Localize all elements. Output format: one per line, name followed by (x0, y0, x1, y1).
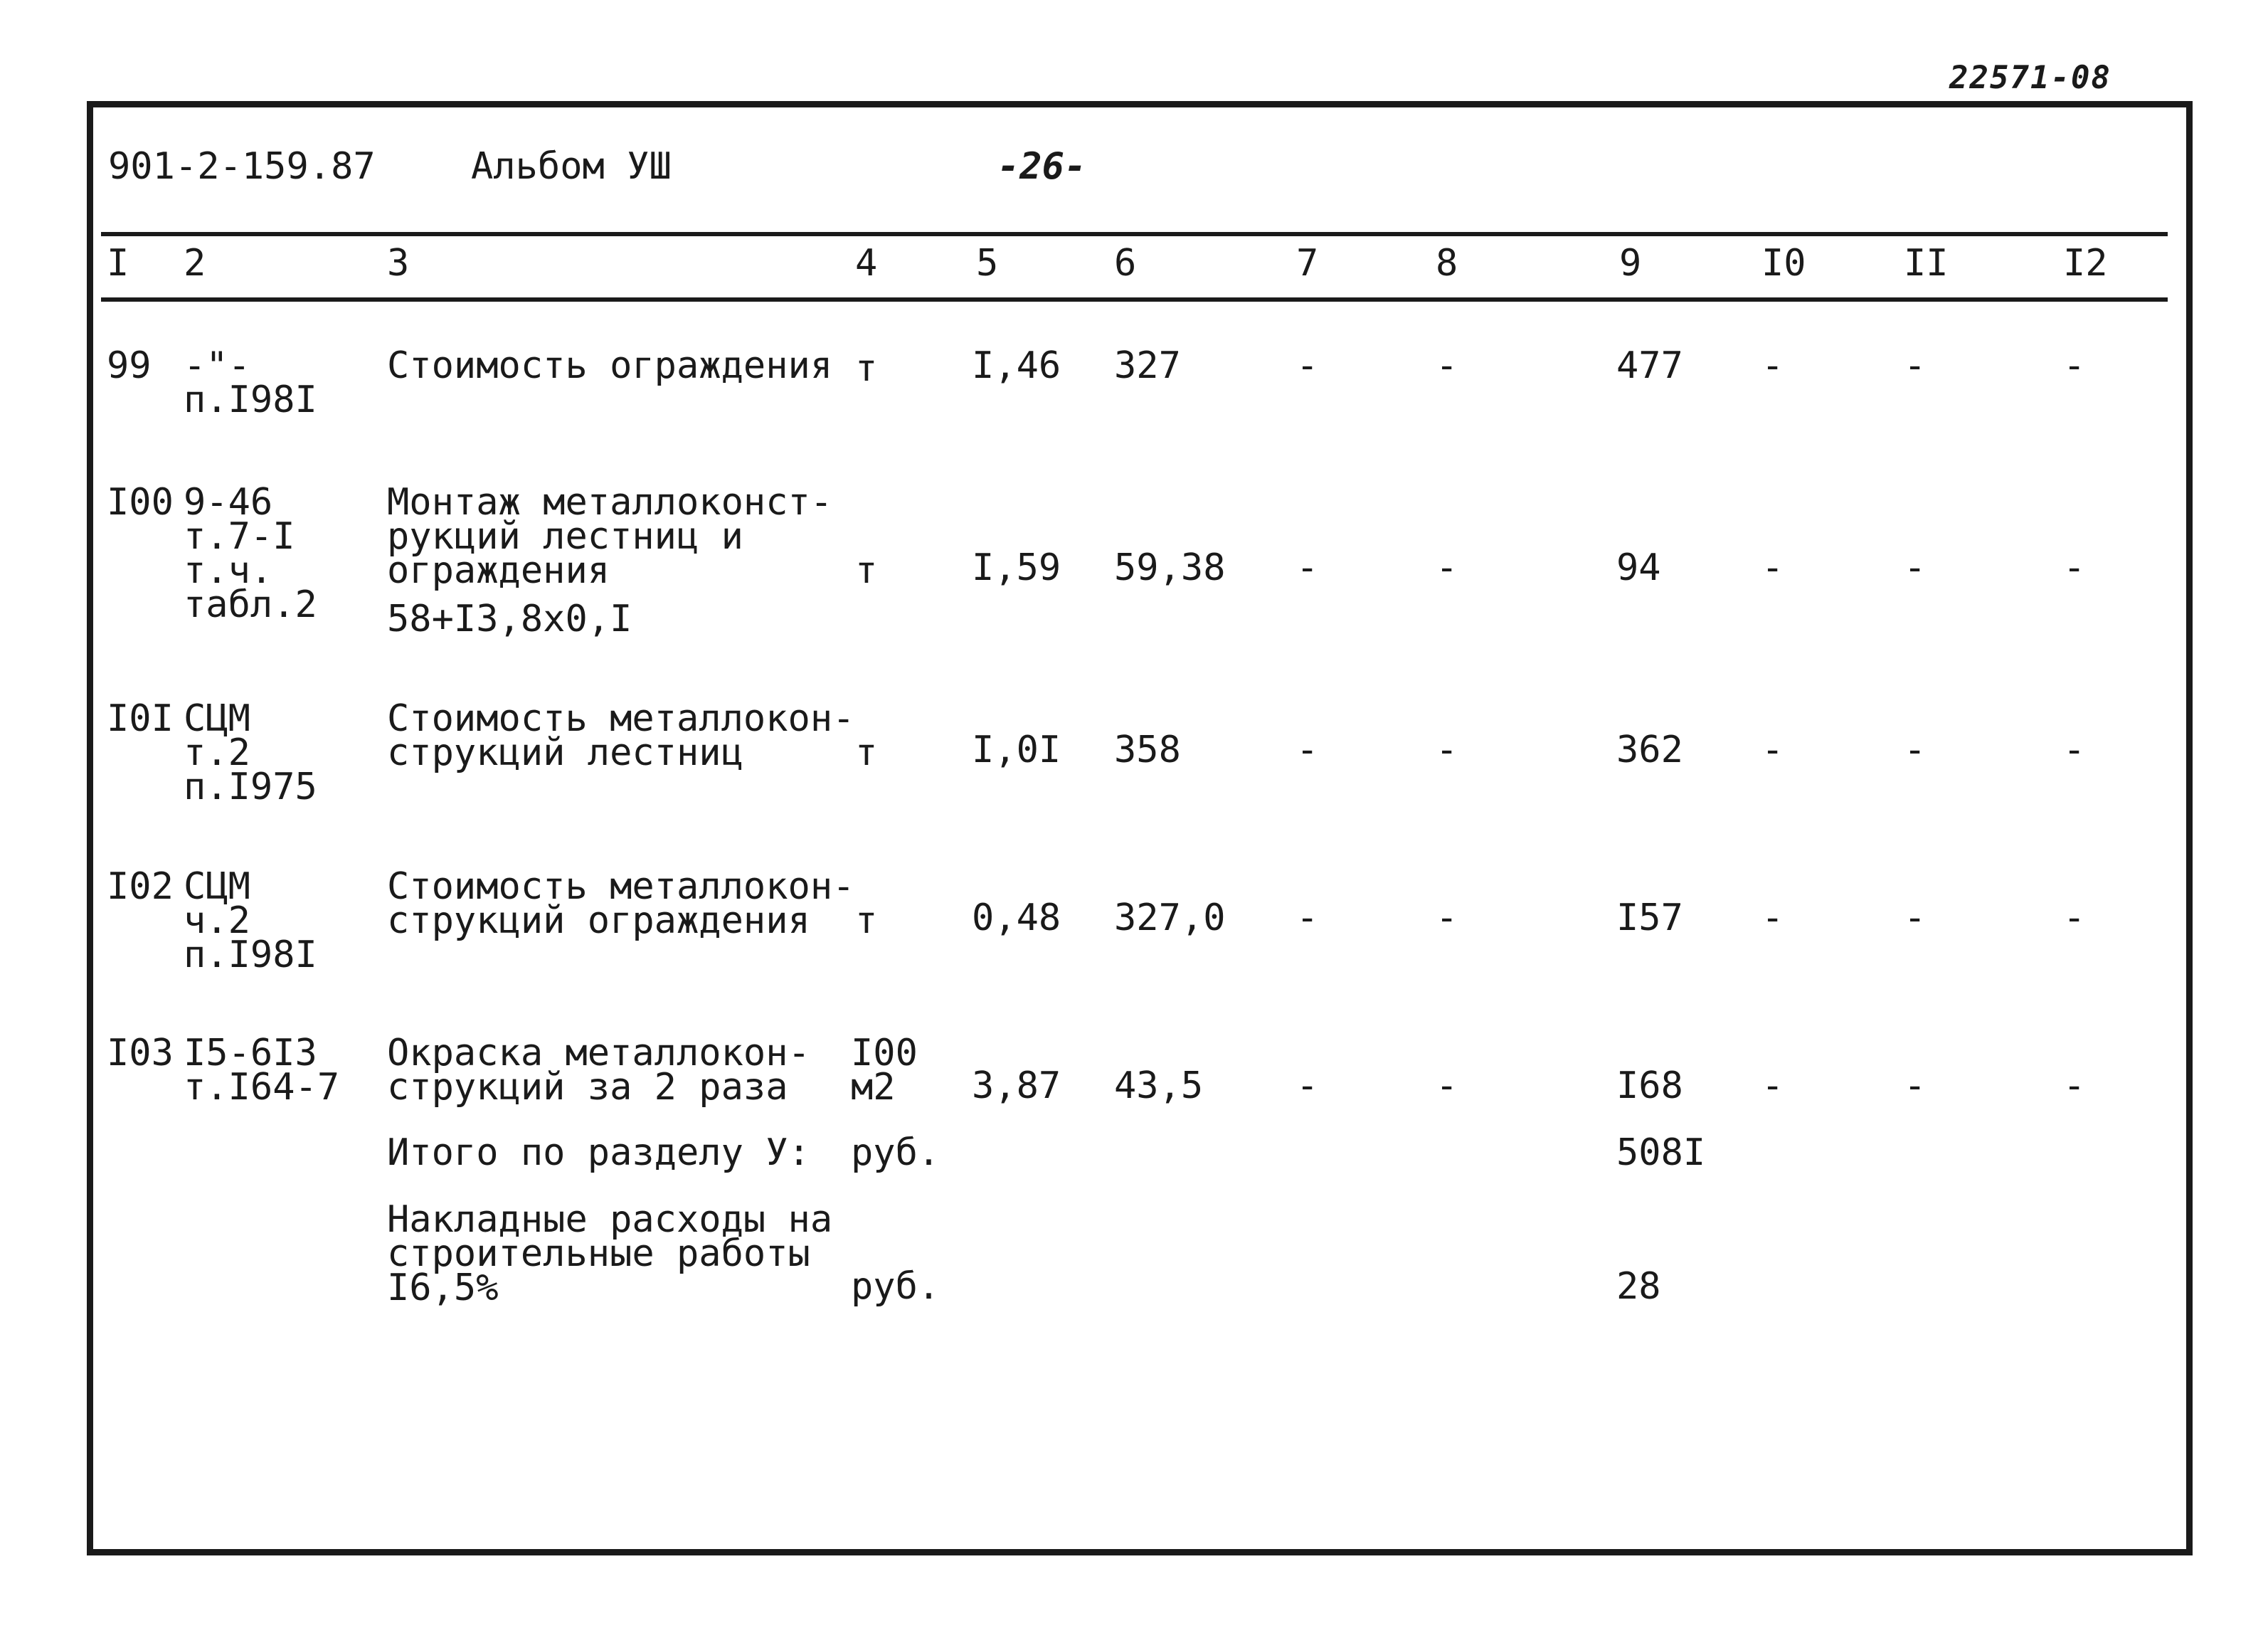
row-col12: - (2063, 344, 2086, 387)
row-total: 477 (1616, 344, 1683, 387)
row-unit: т (855, 549, 878, 592)
row-number: 99 (107, 344, 152, 387)
row-col8: - (1436, 729, 1458, 771)
row-unit: т (855, 731, 878, 774)
row-col8: - (1436, 1064, 1458, 1107)
row-number: I0I (107, 697, 174, 740)
row-quantity: I,59 (972, 546, 1061, 589)
summary-total: 28 (1616, 1265, 1661, 1308)
page-frame (87, 101, 2193, 1555)
row-total: 362 (1616, 729, 1683, 771)
summary-total: 508I (1616, 1131, 1706, 1174)
column-header: 2 (184, 242, 206, 285)
column-header: 7 (1296, 242, 1319, 285)
summary-unit: руб. (851, 1131, 940, 1174)
row-quantity: I,46 (972, 344, 1061, 387)
row-col7: - (1296, 897, 1319, 939)
row-col10: - (1761, 1064, 1784, 1107)
row-col10: - (1761, 546, 1784, 589)
column-header: 4 (855, 242, 878, 285)
summary-unit: руб. (851, 1265, 940, 1308)
row-col7: - (1296, 546, 1319, 589)
row-col11: - (1904, 729, 1927, 771)
column-header: 9 (1619, 242, 1642, 285)
header-rule-bottom (101, 297, 2168, 302)
row-col11: - (1904, 546, 1927, 589)
row-calculation: 58+I3,8x0,I (387, 598, 632, 640)
row-number: I00 (107, 481, 174, 524)
column-header: 5 (976, 242, 999, 285)
column-header: 6 (1114, 242, 1137, 285)
row-unit: I00 м2 (851, 1032, 918, 1109)
row-total: I68 (1616, 1064, 1683, 1107)
row-col12: - (2063, 729, 2086, 771)
column-header: 3 (387, 242, 410, 285)
column-header: I (107, 242, 129, 285)
row-col7: - (1296, 729, 1319, 771)
summary-label: Итого по разделу У: (387, 1131, 810, 1174)
row-col10: - (1761, 344, 1784, 387)
row-col7: - (1296, 344, 1319, 387)
row-description: Стоимость металлокон- струкций ограждения (387, 865, 855, 942)
row-price: 358 (1114, 729, 1181, 771)
header-rule-top (101, 232, 2168, 236)
row-col8: - (1436, 546, 1458, 589)
row-col7: - (1296, 1064, 1319, 1107)
row-reference: СЦМ т.2 п.I975 (184, 697, 317, 808)
row-total: 94 (1616, 546, 1661, 589)
row-col12: - (2063, 546, 2086, 589)
row-reference: 9-46 т.7-I т.ч. табл.2 (184, 481, 317, 626)
row-col8: - (1436, 344, 1458, 387)
row-col12: - (2063, 1064, 2086, 1107)
row-price: 43,5 (1114, 1064, 1204, 1107)
row-number: I03 (107, 1032, 174, 1074)
row-quantity: 0,48 (972, 897, 1061, 939)
row-price: 327,0 (1114, 897, 1226, 939)
column-header: II (1904, 242, 1949, 285)
page-number: -26- (997, 145, 1087, 188)
row-description: Окраска металлокон- струкций за 2 раза (387, 1032, 810, 1109)
row-description: Стоимость ограждения (387, 344, 833, 387)
row-unit: т (855, 347, 878, 390)
column-header: I2 (2063, 242, 2108, 285)
document-code: 901-2-159.87 (108, 145, 376, 188)
document-stamp: 22571-08 (1949, 60, 2111, 96)
row-price: 59,38 (1114, 546, 1226, 589)
row-col11: - (1904, 1064, 1927, 1107)
row-reference: -"- п.I98I (184, 344, 317, 421)
row-reference: I5-6I3 т.I64-7 (184, 1032, 340, 1109)
row-total: I57 (1616, 897, 1683, 939)
row-col10: - (1761, 729, 1784, 771)
row-col11: - (1904, 897, 1927, 939)
row-price: 327 (1114, 344, 1181, 387)
row-col12: - (2063, 897, 2086, 939)
column-header: I0 (1761, 242, 1806, 285)
row-col11: - (1904, 344, 1927, 387)
row-number: I02 (107, 865, 174, 908)
row-col8: - (1436, 897, 1458, 939)
row-reference: СЦМ ч.2 п.I98I (184, 865, 317, 976)
row-description: Стоимость металлокон- струкций лестниц (387, 697, 855, 774)
row-description: Монтаж металлоконст- рукций лестниц и ограждения (387, 481, 833, 592)
row-col10: - (1761, 897, 1784, 939)
column-header: 8 (1436, 242, 1458, 285)
row-unit: т (855, 899, 878, 942)
row-quantity: I,0I (972, 729, 1061, 771)
album-label: Альбом УШ (471, 145, 672, 188)
row-quantity: 3,87 (972, 1064, 1061, 1107)
summary-label: Накладные расходы на строительные работы I6,5% (387, 1198, 833, 1309)
